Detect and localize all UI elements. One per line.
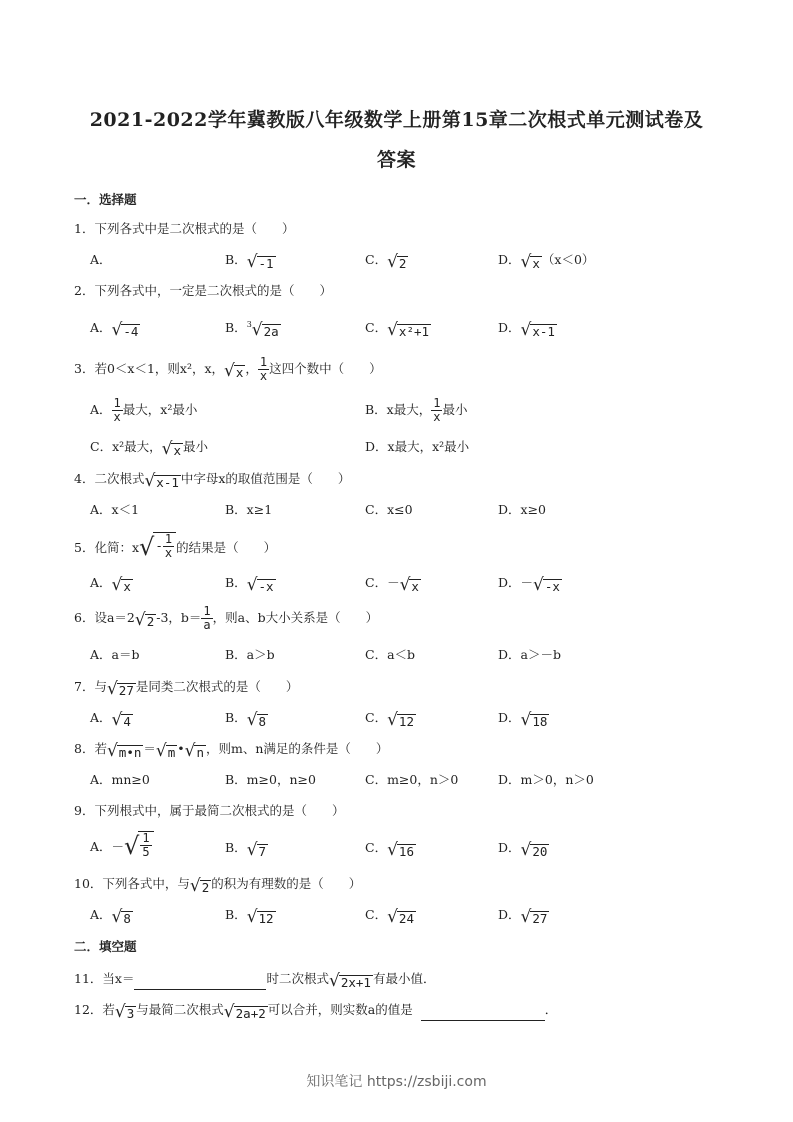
doc-title-line1: 2021-2022学年冀教版八年级数学上册第15章二次根式单元测试卷及 [89, 109, 704, 131]
q2-option-b: B．$^3$ √ 2a [225, 319, 279, 340]
q1-option-c: C． √ 2 [365, 252, 407, 272]
q3-option-c: C．x²最大， √ x 最小 [90, 439, 209, 459]
question-11-stem: 11．当x＝ 时二次根式 √ 2x+1 有最小值． [74, 971, 436, 991]
q9-option-d: D． √ 20 [498, 840, 548, 860]
q10-option-d: D． √ 27 [498, 907, 548, 927]
q1-option-a: A． [90, 252, 112, 267]
question-12-stem: 12．若 √ 3 与最简二次根式 √ 2a+2 可以合并，则实数a的值是 ． [74, 1002, 558, 1022]
section-heading-fill: 二．填空题 [74, 939, 137, 954]
q5-option-c: C．－ √ x [365, 575, 419, 595]
q8-option-d: D．m＞0，n＞0 [498, 772, 594, 787]
q2-option-c: C． √ x²+1 [365, 320, 430, 340]
q1-option-b: B． √ -1 [225, 252, 274, 272]
q4-option-b: B．x≥1 [225, 502, 273, 517]
question-6-stem: 6．设a＝2 √ 2 -3，b＝ $\frac{1}{a}$ ，则a、b大小关系是（ ） [74, 604, 379, 632]
q10-option-c: C． √ 24 [365, 907, 414, 927]
section-heading-choice: 一．选择题 [74, 192, 137, 207]
q4-option-c: C．x≤0 [365, 502, 413, 517]
question-7-stem: 7．与 √ 27 是同类二次根式的是（ ） [74, 679, 299, 699]
q4-option-a: A．x＜1 [90, 502, 140, 517]
q3-option-d: D．x最大，x²最小 [365, 439, 470, 454]
question-5-stem: 5．化简：x √ - $\frac{1}{x}$ 的结果是（ ） [74, 532, 277, 561]
q5-option-b: B． √ -x [225, 575, 274, 595]
question-1-stem: 1．下列各式中是二次根式的是（ ） [74, 221, 295, 236]
question-9-stem: 9．下列根式中，属于最简二次根式的是（ ） [74, 803, 345, 818]
q7-option-a: A． √ 4 [90, 710, 131, 730]
question-4-stem: 4．二次根式 √ x-1 中字母x的取值范围是（ ） [74, 471, 351, 491]
q2-option-d: D． √ x-1 [498, 320, 555, 340]
q2-option-a: A． √ -4 [90, 320, 139, 340]
q8-option-b: B．m≥0，n≥0 [225, 772, 316, 787]
question-2-stem: 2．下列各式中，一定是二次根式的是（ ） [74, 283, 332, 298]
footer-watermark: 知识笔记 https://zsbiji.com [306, 1074, 487, 1090]
q10-option-a: A． √ 8 [90, 907, 131, 927]
q5-option-a: A． √ x [90, 575, 131, 595]
q5-option-d: D．－ √ -x [498, 575, 560, 595]
q10-option-b: B． √ 12 [225, 907, 274, 927]
q4-option-d: D．x≥0 [498, 502, 546, 517]
q12-answer-blank[interactable] [421, 1006, 545, 1021]
question-10-stem: 10．下列各式中，与 √ 2 的积为有理数的是（ ） [74, 876, 362, 896]
q7-option-d: D． √ 18 [498, 710, 548, 730]
q6-option-b: B．a＞b [225, 647, 275, 662]
q7-option-b: B． √ 8 [225, 710, 267, 730]
q11-answer-blank[interactable] [134, 975, 266, 990]
q3-option-a: A． $\frac{1}{x}$ 最大，x²最小 [90, 396, 198, 424]
q6-option-d: D．a＞－b [498, 647, 561, 662]
q3-option-b: B．x最大， $\frac{1}{x}$ 最小 [365, 396, 468, 424]
q8-option-c: C．m≥0，n＞0 [365, 772, 459, 787]
doc-title-line2: 答案 [376, 149, 416, 171]
q9-option-a: A．－ √ $\frac{1}{5}$ [90, 831, 154, 859]
q9-option-b: B． √ 7 [225, 840, 267, 860]
q6-option-a: A．a＝b [90, 647, 140, 662]
q7-option-c: C． √ 12 [365, 710, 414, 730]
q8-option-a: A．mn≥0 [90, 772, 150, 787]
question-8-stem: 8．若 √ m•n ＝ √ m • √ n ，则m、n满足的条件是（ ） [74, 741, 389, 761]
q9-option-c: C． √ 16 [365, 840, 414, 860]
q6-option-c: C．a＜b [365, 647, 416, 662]
question-3-stem: 3．若0＜x＜1，则x²，x， √ x ， $\frac{1}{x}$ 这四个数中（ ） [74, 355, 382, 383]
q1-option-d: D． √ x （x＜0） [498, 252, 595, 272]
